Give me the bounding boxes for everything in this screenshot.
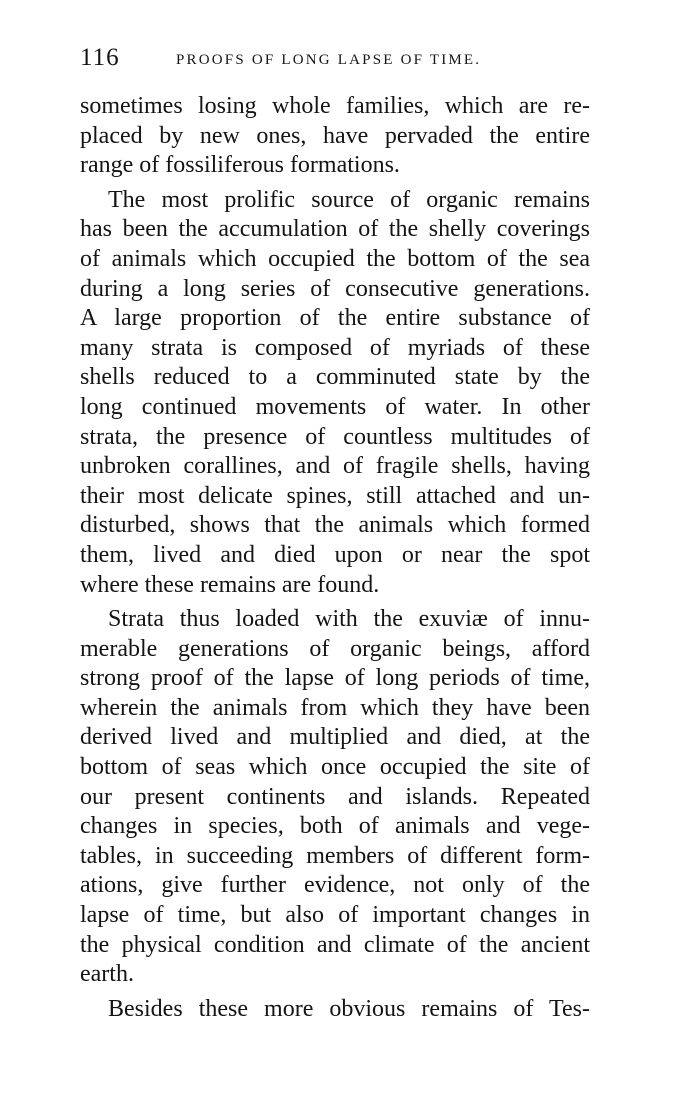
body-text (80, 92, 590, 1024)
text-line: wherein the animals from which they have been (80, 694, 590, 721)
text-line: during a long series of consecutive generations. (80, 275, 590, 302)
text-line: tables, in succeeding members of different form- (80, 842, 590, 869)
text-line: unbroken corallines, and of fragile shells, having (80, 453, 590, 480)
text-line: many strata is composed of myriads of these (80, 334, 590, 361)
paragraph (80, 605, 590, 990)
text-line: them, lived and died upon or near the spot (80, 541, 590, 568)
text-line: Strata thus loaded with the exuviæ of innu- (108, 606, 590, 633)
page-header (80, 44, 600, 84)
text-line: shells reduced to a comminuted state by the (80, 364, 590, 391)
text-line: where these remains are found. (80, 571, 380, 598)
text-line: of animals which occupied the bottom of the sea (80, 245, 590, 272)
text-line: bottom of seas which once occupied the site of (80, 754, 590, 781)
text-line: their most delicate spines, still attached and un- (80, 482, 590, 509)
text-line: strata, the presence of countless multitudes of (80, 423, 590, 450)
paragraph (80, 995, 590, 1025)
text-line: range of fossiliferous formations. (80, 152, 400, 179)
text-line: our present continents and islands. Repeated (80, 783, 590, 810)
text-line: changes in species, both of animals and vege- (80, 813, 590, 840)
paragraph (80, 92, 590, 181)
text-line: derived lived and multiplied and died, at the (80, 724, 590, 751)
page-number: 116 (80, 44, 120, 71)
paragraph (80, 186, 590, 600)
text-line: long continued movements of water. In other (80, 393, 590, 420)
text-line: earth. (80, 961, 134, 988)
text-line: strong proof of the lapse of long periods of time, (80, 665, 590, 692)
text-line: placed by new ones, have pervaded the entire (80, 122, 590, 149)
text-line: ations, give further evidence, not only of the (80, 872, 590, 899)
text-line: The most prolific source of organic remains (108, 186, 590, 213)
text-line: Besides these more obvious remains of Tes- (108, 995, 590, 1022)
text-line: disturbed, shows that the animals which formed (80, 512, 590, 539)
text-line: merable generations of organic beings, afford (80, 635, 590, 662)
running-head: PROOFS OF LONG LAPSE OF TIME. (176, 52, 482, 68)
text-line: sometimes losing whole families, which are re- (80, 93, 590, 119)
text-line: A large proportion of the entire substance of (80, 305, 590, 332)
text-line: the physical condition and climate of the ancient (80, 931, 590, 958)
text-line: lapse of time, but also of important changes in (80, 902, 590, 929)
text-line: has been the accumulation of the shelly coverings (80, 216, 590, 243)
